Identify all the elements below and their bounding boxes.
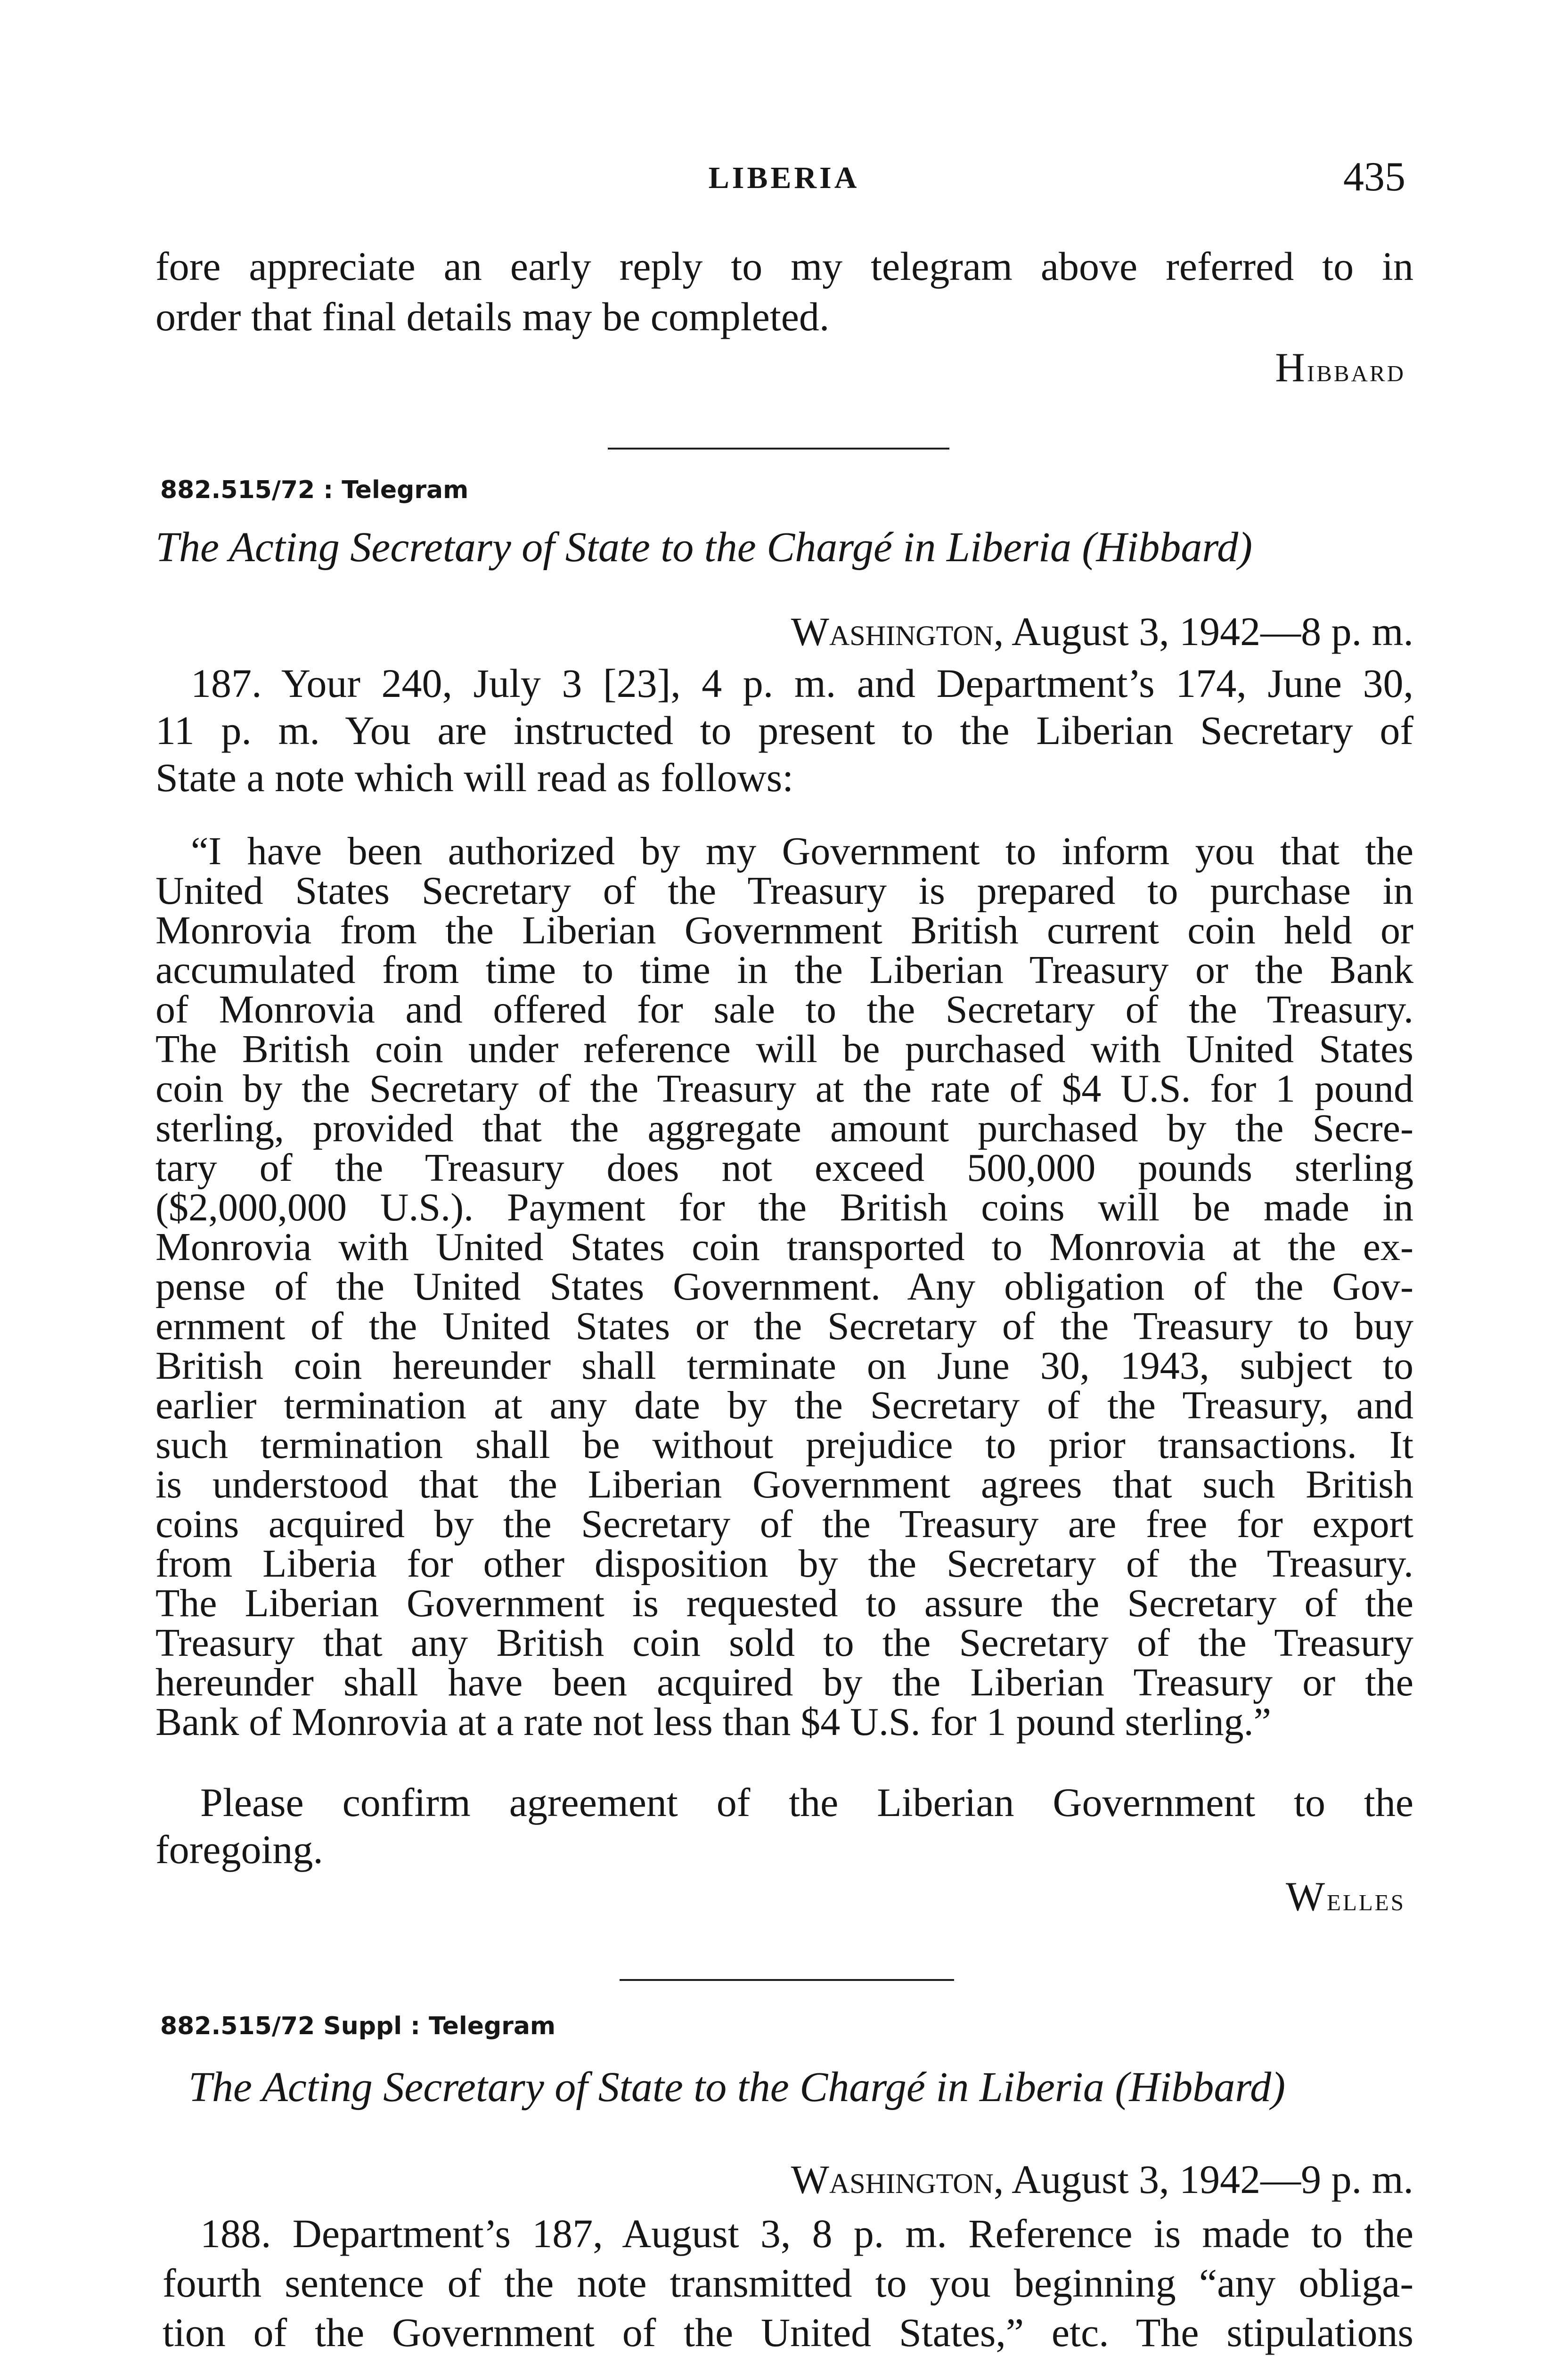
- text-line: fourth sentence of the note transmitted to you beginning “any obliga-: [163, 2260, 1413, 2306]
- text-line: Please confirm agreement of the Liberian Government to the: [200, 1780, 1413, 1825]
- quote-line: Bank of Monrovia at a rate not less than $4 U.S. for 1 pound sterling.”: [155, 1700, 1271, 1744]
- dateline-time: , August 3, 1942—8 p. m.: [993, 609, 1413, 654]
- text-line: order that final details may be completed.: [155, 294, 830, 339]
- quote-line: “I have been authorized by my Government to inform you that the: [191, 829, 1413, 873]
- quote-line: coins acquired by the Secretary of the Treasury are free for export: [155, 1502, 1413, 1546]
- quote-line: United States Secretary of the Treasury is prepared to purchase in: [155, 869, 1413, 913]
- text-line: 11 p. m. You are instructed to present to the Liberian Secretary of: [155, 708, 1413, 753]
- quote-line: from Liberia for other disposition by the Secretary of the Treasury.: [155, 1542, 1413, 1586]
- quote-line: sterling, provided that the aggregate amount purchased by the Secre-: [155, 1106, 1413, 1150]
- quote-line: is understood that the Liberian Government agrees that such British: [155, 1463, 1413, 1506]
- signature-welles: Welles: [1285, 1874, 1405, 1920]
- document-heading: The Acting Secretary of State to the Chargé in Liberia (Hibbard): [188, 2064, 1286, 2111]
- quote-line: The British coin under reference will be purchased with United States: [155, 1027, 1413, 1071]
- quote-line: ernment of the United States or the Secretary of the Treasury to buy: [155, 1304, 1413, 1348]
- text-line: fore appreciate an early reply to my telegram above referred to in: [155, 244, 1413, 289]
- quote-line: The Liberian Government is requested to assure the Secretary of the: [155, 1581, 1413, 1625]
- section-divider: [620, 1979, 954, 1981]
- quote-line: accumulated from time to time in the Liberian Treasury or the Bank: [155, 948, 1413, 992]
- text-line: foregoing.: [155, 1827, 323, 1872]
- dateline: [791, 608, 1413, 655]
- quote-line: ($2,000,000 U.S.). Payment for the British coins will be made in: [155, 1186, 1413, 1229]
- document-heading: The Acting Secretary of State to the Chargé in Liberia (Hibbard): [155, 524, 1253, 571]
- file-reference: 882.515/72 Suppl : Telegram: [160, 2012, 556, 2040]
- file-reference: 882.515/72 : Telegram: [160, 476, 469, 504]
- signature-hibbard: Hibbard: [1275, 345, 1405, 391]
- dateline-place: Washington: [791, 2157, 994, 2202]
- quote-line: earlier termination at any date by the Secretary of the Treasury, and: [155, 1383, 1413, 1427]
- text-line: tion of the Government of the United States,” etc. The stipulations: [163, 2310, 1413, 2355]
- running-head: LIBERIA: [708, 161, 860, 195]
- text-line: State a note which will read as follows:: [155, 755, 794, 800]
- text-line: 187. Your 240, July 3 [23], 4 p. m. and Department’s 174, June 30,: [191, 661, 1413, 706]
- quote-line: Monrovia from the Liberian Government British current coin held or: [155, 908, 1413, 952]
- quote-line: Monrovia with United States coin transported to Monrovia at the ex-: [155, 1225, 1413, 1269]
- dateline-place: Washington: [791, 609, 994, 654]
- page-number: 435: [1343, 154, 1405, 200]
- quote-line: British coin hereunder shall terminate on June 30, 1943, subject to: [155, 1344, 1413, 1388]
- dateline: [791, 2156, 1413, 2203]
- quote-line: of Monrovia and offered for sale to the Secretary of the Treasury.: [155, 988, 1413, 1031]
- dateline-time: , August 3, 1942—9 p. m.: [993, 2157, 1413, 2202]
- text-line: 188. Department’s 187, August 3, 8 p. m. Reference is made to the: [200, 2211, 1413, 2256]
- quote-line: Treasury that any British coin sold to the Secretary of the Treasury: [155, 1621, 1413, 1665]
- quote-line: hereunder shall have been acquired by the Liberian Treasury or the: [155, 1661, 1413, 1704]
- quote-line: tary of the Treasury does not exceed 500,000 pounds sterling: [155, 1146, 1413, 1190]
- section-divider: [608, 448, 949, 450]
- quote-line: pense of the United States Government. Any obligation of the Gov-: [155, 1265, 1413, 1309]
- quote-line: coin by the Secretary of the Treasury at the rate of $4 U.S. for 1 pound: [155, 1067, 1413, 1111]
- quote-line: such termination shall be without prejudice to prior transactions. It: [155, 1423, 1413, 1467]
